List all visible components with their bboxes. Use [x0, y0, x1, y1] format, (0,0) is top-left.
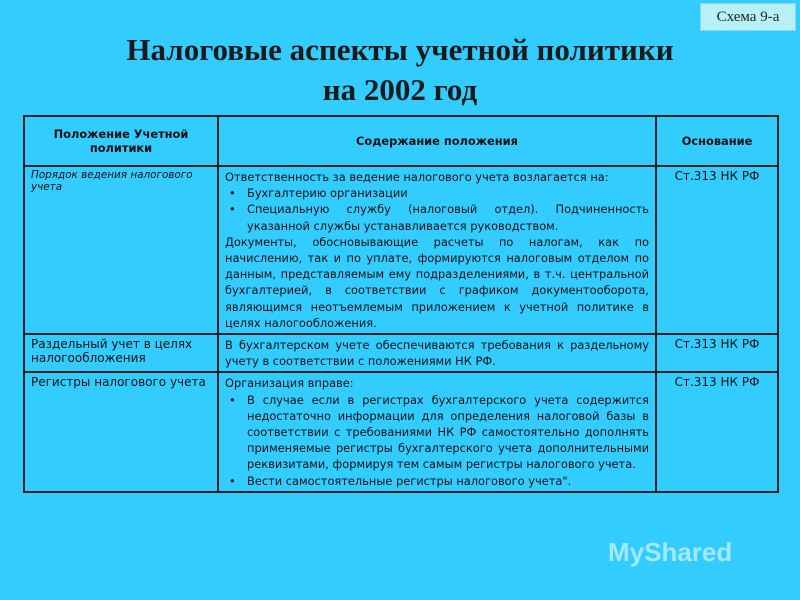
header-position: Положение Учетной политики [24, 116, 218, 166]
content-bullets [225, 185, 649, 234]
row-position: Раздельный учет в целях налогообложения [24, 334, 218, 372]
slide-title [0, 30, 800, 110]
row-content [218, 166, 656, 334]
bullet-item: • Бухгалтерию организации [225, 185, 649, 201]
table-row [24, 166, 778, 334]
content-intro: Ответственность за ведение налогового учета возлагается на: [225, 170, 609, 184]
table-header-row [24, 116, 778, 166]
bullet-item: • Вести самостоятельные регистры налогового учета". [225, 473, 649, 489]
watermark: MyShared [608, 537, 733, 567]
row-basis: Ст.313 НК РФ [656, 166, 778, 334]
policy-table [23, 115, 779, 493]
content-bullets [225, 392, 649, 489]
row-position: Порядок ведения налогового учета [24, 166, 218, 334]
bullet-item: • Специальную службу (налоговый отдел). Подчиненность указанной службы устанавливается руководством. [225, 201, 649, 233]
row-position: Регистры налогового учета [24, 372, 218, 491]
title-line-2: на 2002 год [322, 72, 478, 107]
table-row [24, 372, 778, 491]
row-basis: Ст.313 НК РФ [656, 334, 778, 372]
content-intro: Организация вправе: [225, 376, 354, 391]
title-line-1: Налоговые аспекты учетной политики [126, 32, 674, 67]
bullet-item: • В случае если в регистрах бухгалтерского учета содержится недостаточно информации для определения налоговой базы в соответствии с требованиями НК РФ самостоятельно дополнять применяемые регистры бухгалтерского учета дополнительными реквизитами, формируя тем самым регистры налогового учета. [225, 392, 649, 473]
row-basis: Ст.313 НК РФ [656, 372, 778, 491]
header-basis: Основание [656, 116, 778, 166]
row-content [218, 334, 656, 372]
table-row [24, 334, 778, 372]
header-content: Содержание положения [218, 116, 656, 166]
scheme-badge: Схема 9-а [700, 3, 796, 31]
content-outro: Документы, обосновывающие расчеты по налогам, как по начислению, так и по уплате, формируются налоговым отделом по данным, представляемым ему подразделениями, в т.ч. центральной бухгалтерией, в соответствии с графиком документооборота, являющимся неотъемлемым приложением к учетной политике в целях налогообложения. [225, 234, 649, 330]
content-text: В бухгалтерском учете обеспечиваются требования к раздельному учету в соответствии с положениями НК РФ. [225, 338, 649, 369]
row-content [218, 372, 656, 491]
